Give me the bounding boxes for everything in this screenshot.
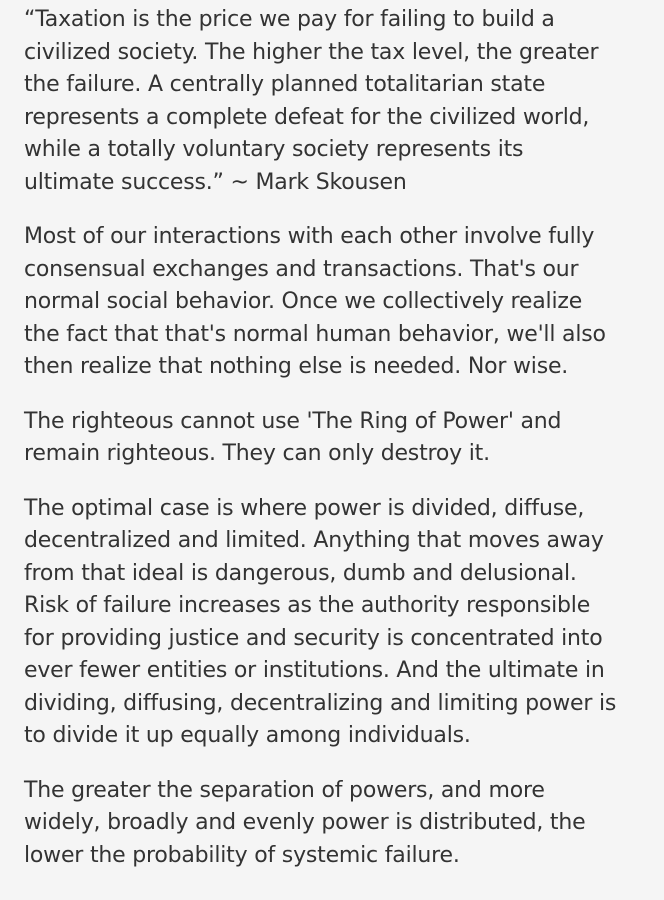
paragraph-ring-of-power [24, 406, 640, 471]
text-line: widely, broadly and evenly power is distributed, the [24, 810, 586, 835]
text-line: decentralized and limited. Anything that moves away [24, 528, 604, 553]
text-line: the failure. A centrally planned totalitarian state [24, 72, 546, 97]
text-line: The greater the separation of powers, and more [24, 777, 545, 803]
text-line: to divide it up equally among individuals. [24, 723, 471, 748]
text-line: Most of our interactions with each other involve fully [24, 224, 595, 249]
text-line: Risk of failure increases as the authority responsible [24, 593, 591, 618]
text-line: ultimate success.” ~ Mark Skousen [24, 169, 407, 195]
paragraph-optimal-case [24, 493, 640, 753]
text-line: normal social behavior. Once we collectively realize [24, 289, 583, 314]
text-line: ever fewer entities or institutions. And the ultimate in [24, 658, 605, 683]
text-line: represents a complete defeat for the civilized world, [24, 104, 590, 130]
text-line: consensual exchanges and transactions. That's our [24, 256, 579, 282]
text-line: while a totally voluntary society represents its [24, 137, 524, 162]
text-line: civilized society. The higher the tax level, the greater [24, 39, 599, 65]
text-line: dividing, diffusing, decentralizing and limiting power is [24, 690, 617, 716]
text-line: lower the probability of systemic failure. [24, 842, 460, 868]
paragraph-separation-of-powers [24, 775, 640, 873]
paragraph-skousen-quote [24, 4, 640, 199]
text-line: the fact that that's normal human behavior, we'll also [24, 321, 606, 347]
text-line: for providing justice and security is concentrated into [24, 625, 603, 651]
text-line: remain righteous. They can only destroy it. [24, 441, 490, 466]
paragraph-consensual-exchanges [24, 221, 640, 384]
text-line: The optimal case is where power is divided, diffuse, [24, 495, 585, 521]
text-line: “Taxation is the price we pay for failing to build a [24, 7, 555, 32]
text-line: The righteous cannot use 'The Ring of Power' and [24, 408, 562, 434]
text-line: from that ideal is dangerous, dumb and delusional. [24, 560, 577, 586]
text-line: then realize that nothing else is needed. Nor wise. [24, 354, 569, 379]
